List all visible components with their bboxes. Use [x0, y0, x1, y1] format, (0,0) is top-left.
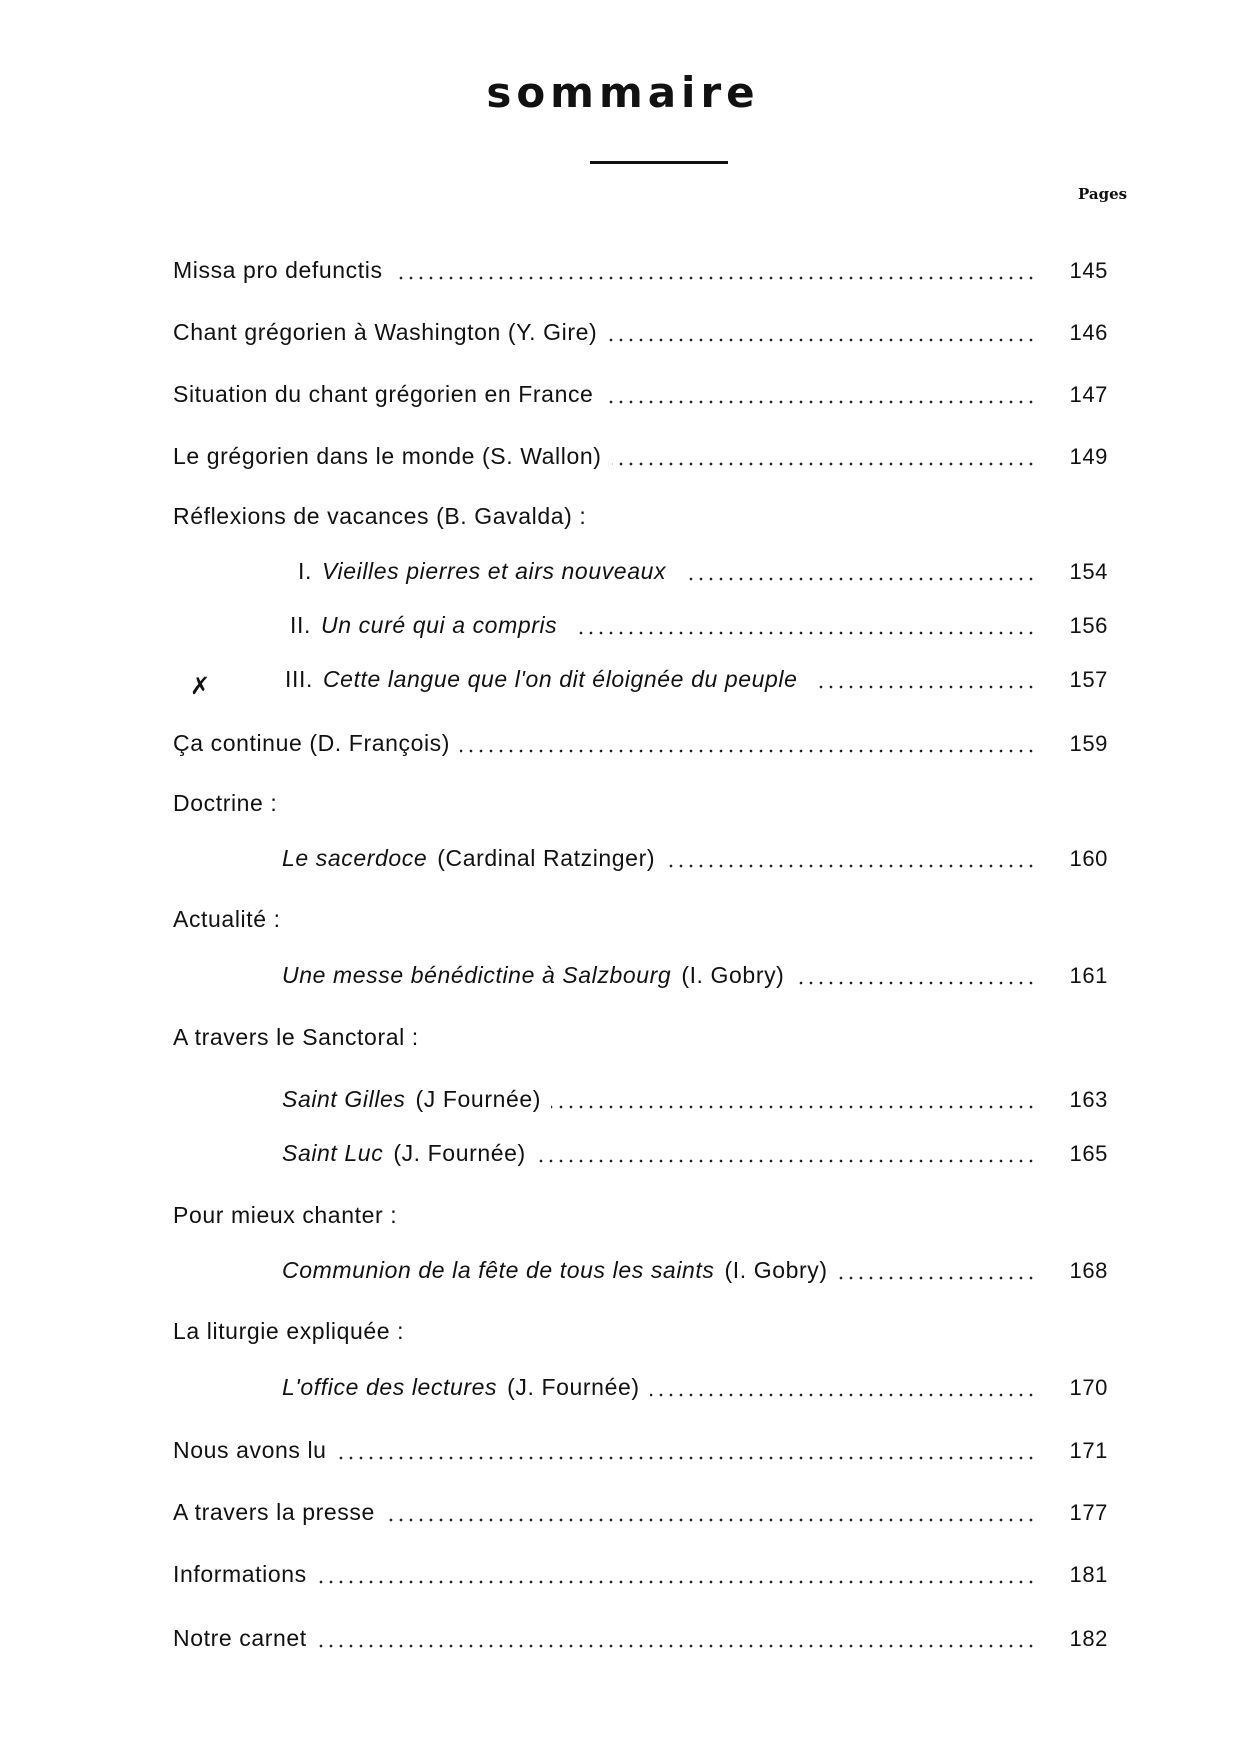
toc-entry-text: (Cardinal Ratzinger): [437, 845, 656, 871]
toc-row: [0, 1254, 1246, 1286]
dot-leader: [650, 1391, 1036, 1399]
dot-leader: [686, 575, 1036, 583]
toc-row: [0, 1315, 1246, 1347]
toc-entry: [282, 1140, 526, 1167]
dot-leader: [818, 683, 1036, 691]
toc-entry-number: I.: [298, 558, 312, 584]
toc-row: [0, 316, 1246, 348]
toc-page-number: 161: [1069, 963, 1108, 988]
toc-row: [0, 555, 1246, 587]
toc-entry: [173, 1437, 327, 1464]
toc-entry-italic-title: Le sacerdoce: [282, 845, 428, 871]
toc-page-number: 159: [1069, 731, 1108, 756]
toc-row: [0, 1371, 1246, 1403]
toc-entry: [173, 443, 602, 470]
toc-page-number: 145: [1069, 258, 1108, 283]
toc-entry-text: Chant grégorien à Washington (Y. Gire): [173, 319, 598, 345]
toc-entry: [282, 962, 784, 989]
toc-entry-text: (J. Fournée): [507, 1374, 640, 1400]
toc-entry-italic-title: Communion de la fête de tous les saints: [282, 1257, 715, 1283]
toc-row: [0, 663, 1246, 695]
toc-entry-text: A travers la presse: [173, 1499, 375, 1525]
toc-entry: [173, 381, 593, 408]
toc-row: [0, 378, 1246, 410]
toc-entry-italic-title: Saint Luc: [282, 1140, 384, 1166]
toc-entry: [173, 1561, 307, 1588]
toc-page-number: 146: [1069, 320, 1108, 345]
toc-entry-number: III.: [285, 666, 313, 692]
toc-entry-italic-title: Cette langue que l'on dit éloignée du peuple: [322, 666, 798, 692]
toc-entry-number: II.: [290, 612, 311, 638]
toc-page-number: 147: [1069, 382, 1108, 407]
toc-entry: [173, 1625, 307, 1652]
toc-entry: [282, 845, 655, 872]
toc-page-number: 154: [1069, 559, 1108, 584]
toc-entry-text: (I. Gobry): [681, 962, 785, 988]
toc-entry: [282, 1257, 828, 1284]
toc-page-number: 149: [1069, 444, 1108, 469]
dot-leader: [612, 460, 1036, 468]
pages-column-label: Pages: [1078, 185, 1128, 203]
toc-entry-text: (I. Gobry): [724, 1257, 828, 1283]
toc-entry-italic-title: Une messe bénédictine à Salzbourg: [282, 962, 672, 988]
toc-entry-text: Informations: [173, 1561, 307, 1587]
toc-entry: [173, 503, 586, 530]
toc-entry: [173, 790, 277, 817]
toc-entry-text: Actualité :: [173, 906, 281, 932]
toc-page-number: 168: [1069, 1258, 1108, 1283]
dot-leader: [393, 274, 1036, 282]
dot-leader: [794, 979, 1036, 987]
toc-page-number: 165: [1069, 1141, 1108, 1166]
toc-entry-text: La liturgie expliquée :: [173, 1318, 405, 1344]
dot-leader: [460, 747, 1036, 755]
dot-leader: [317, 1642, 1036, 1650]
toc-page-number: 182: [1069, 1626, 1108, 1651]
dot-leader: [577, 629, 1036, 637]
toc-row: [0, 787, 1246, 819]
toc-row: [0, 500, 1246, 532]
toc-entry: [173, 1202, 397, 1229]
dot-leader: [337, 1454, 1036, 1462]
dot-leader: [536, 1157, 1036, 1165]
toc-entry-text: Réflexions de vacances (B. Gavalda) :: [173, 503, 587, 529]
toc-entry-italic-title: L'office des lectures: [282, 1374, 498, 1400]
toc-row: [0, 1199, 1246, 1231]
toc-row: [0, 727, 1246, 759]
toc-page-number: 163: [1069, 1087, 1108, 1112]
toc-entry-text: Le grégorien dans le monde (S. Wallon): [173, 443, 602, 469]
toc-row: [0, 1137, 1246, 1169]
dot-leader: [385, 1516, 1036, 1524]
toc-entry-text: Nous avons lu: [173, 1437, 327, 1463]
toc-row: [0, 609, 1246, 641]
toc-page-number: 170: [1069, 1375, 1108, 1400]
page-title: sommaire: [486, 68, 760, 117]
dot-leader: [607, 336, 1036, 344]
toc-entry: [173, 906, 281, 933]
toc-entry-text: (J Fournée): [415, 1086, 542, 1112]
toc-page-number: 160: [1069, 846, 1108, 871]
toc-row: [0, 1496, 1246, 1528]
toc-row: [0, 842, 1246, 874]
dot-leader: [665, 862, 1036, 870]
toc-page-number: 171: [1069, 1438, 1108, 1463]
toc-entry-italic-title: Vieilles pierres et airs nouveaux: [321, 558, 667, 584]
toc-entry: [173, 1499, 375, 1526]
toc-entry-text: Ça continue (D. François): [173, 730, 451, 756]
toc-entry: [290, 612, 567, 639]
toc-row: [0, 1021, 1246, 1053]
toc-entry-text: Situation du chant grégorien en France: [173, 381, 594, 407]
toc-page-number: 181: [1069, 1562, 1108, 1587]
toc-row: [0, 1083, 1246, 1115]
dot-leader: [551, 1103, 1036, 1111]
toc-row: [0, 440, 1246, 472]
toc-entry: [173, 730, 450, 757]
toc-entry: [285, 666, 808, 693]
toc-entry: [173, 257, 383, 284]
toc-entry-text: Notre carnet: [173, 1625, 307, 1651]
toc-entry-italic-title: Saint Gilles: [282, 1086, 406, 1112]
toc-entry-text: Missa pro defunctis: [173, 257, 383, 283]
toc-entry: [173, 319, 597, 346]
toc-page-number: 177: [1069, 1500, 1108, 1525]
dot-leader: [603, 398, 1036, 406]
toc-entry-text: Doctrine :: [173, 790, 278, 816]
toc-entry: [173, 1024, 419, 1051]
toc-entry: [282, 1086, 541, 1113]
toc-row: [0, 959, 1246, 991]
toc-entry: [282, 1374, 640, 1401]
toc-page-number: 157: [1069, 667, 1108, 692]
toc-entry: [173, 1318, 404, 1345]
toc-row: [0, 1434, 1246, 1466]
toc-page-number: 156: [1069, 613, 1108, 638]
toc-entry-text: Pour mieux chanter :: [173, 1202, 398, 1228]
dot-leader: [317, 1578, 1036, 1586]
toc-row: [0, 1558, 1246, 1590]
toc-entry-text: (J. Fournée): [393, 1140, 526, 1166]
toc-row: [0, 1622, 1246, 1654]
toc-entry-italic-title: Un curé qui a compris: [320, 612, 558, 638]
toc-row: [0, 903, 1246, 935]
toc-row: [0, 254, 1246, 286]
toc-entry: [298, 558, 676, 585]
toc-entry-text: A travers le Sanctoral :: [173, 1024, 419, 1050]
check-mark-icon: ✗: [190, 672, 211, 700]
dot-leader: [838, 1274, 1036, 1282]
